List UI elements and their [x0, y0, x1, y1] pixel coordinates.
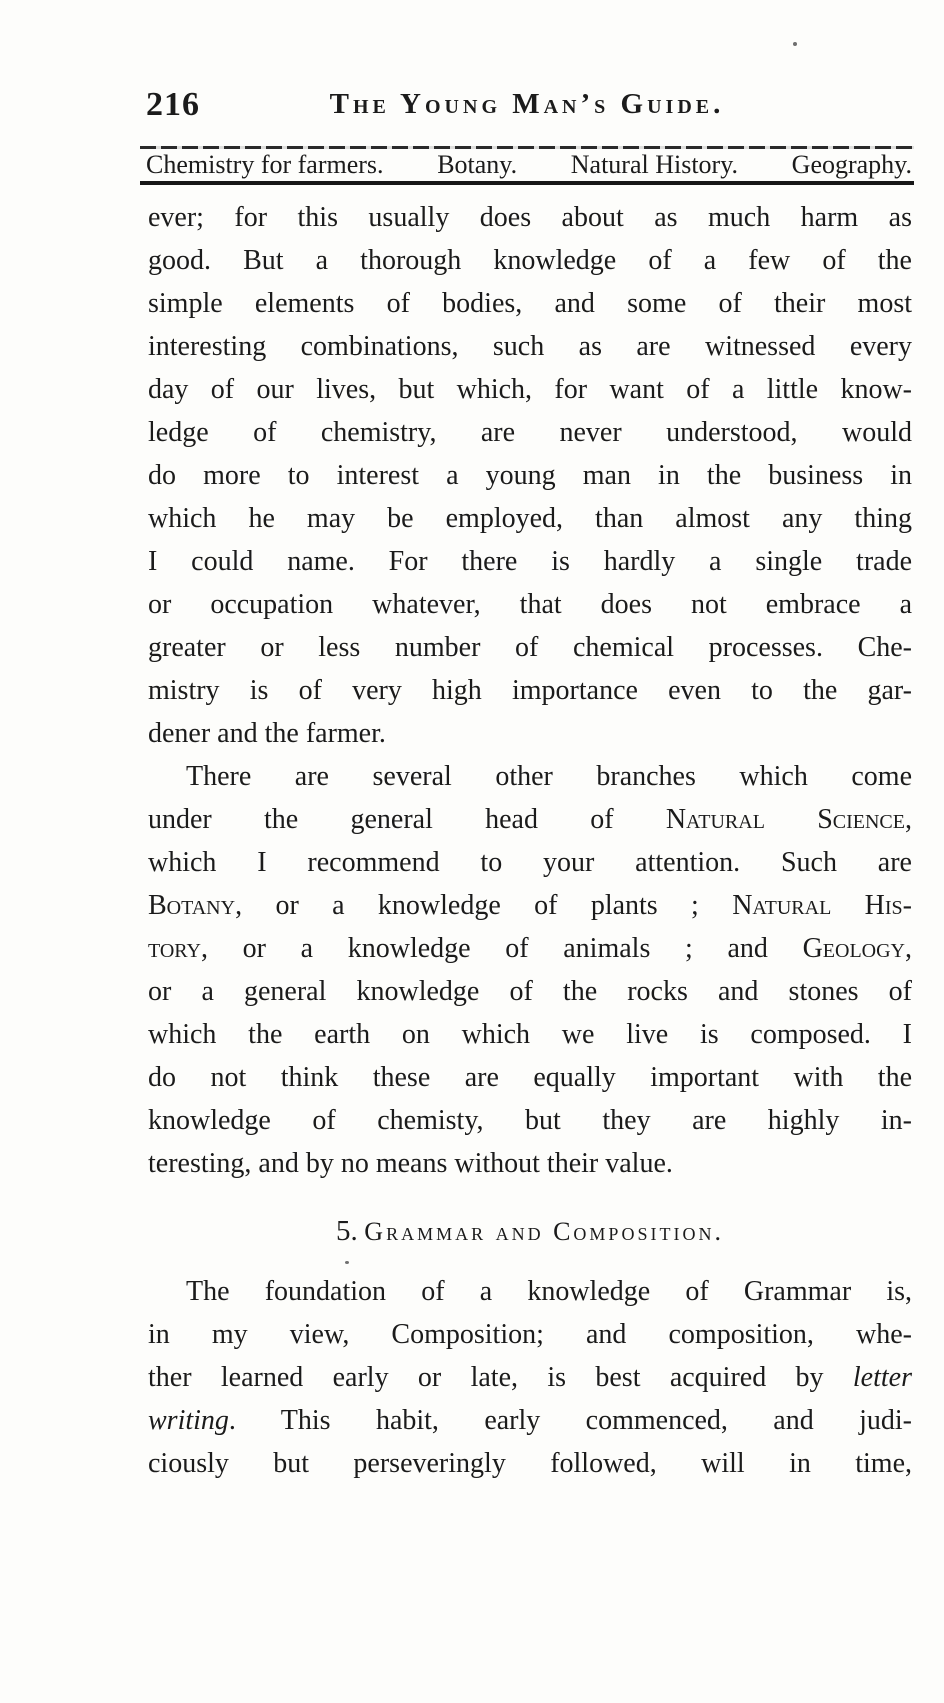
- small-caps-text: Natural Science: [665, 804, 905, 835]
- running-title: The Young Man’s Guide.: [329, 88, 725, 120]
- text-line: do more to interest a young man in the business in: [148, 460, 912, 491]
- small-caps-text: Geology: [802, 933, 905, 964]
- small-caps-text: tory: [148, 933, 201, 964]
- text-line: do not think these are equally important with the: [148, 1062, 912, 1093]
- subject-item: Chemistry for farmers.: [146, 150, 384, 179]
- header-rule-top: [140, 146, 914, 149]
- subject-line: [146, 150, 912, 180]
- text-line: [148, 1356, 912, 1399]
- text-line: I could name. For there is hardly a single trade: [148, 546, 912, 577]
- text-line: greater or less number of chemical processes. Che-: [148, 632, 912, 663]
- paragraph-natural-science: [148, 755, 912, 1185]
- text-line: ever; for this usually does about as much harm as: [148, 202, 912, 233]
- text-segment: ,: [905, 933, 912, 964]
- subject-item: Natural History.: [570, 150, 739, 179]
- text-line: mistry is of very high importance even to the gar-: [148, 675, 912, 706]
- header-rule-bottom: [140, 181, 914, 185]
- text-line: day of our lives, but which, for want of a little know-: [148, 374, 912, 405]
- subject-item: Geography.: [791, 150, 912, 179]
- section-heading: [148, 1209, 912, 1254]
- text-line: [148, 1399, 912, 1442]
- text-line: [148, 798, 912, 841]
- text-line: There are several other branches which come: [186, 761, 912, 792]
- section-number: 5.: [336, 1215, 358, 1247]
- page-number: 216: [146, 86, 200, 123]
- body-text: [148, 196, 912, 1485]
- text-line: The foundation of a knowledge of Grammar is,: [186, 1276, 912, 1307]
- text-line: which the earth on which we live is composed. I: [148, 1019, 912, 1050]
- text-line: in my view, Composition; and composition, whe-: [148, 1319, 912, 1350]
- text-line: or occupation whatever, that does not embrace a: [148, 589, 912, 620]
- text-line: good. But a thorough knowledge of a few of the: [148, 245, 912, 276]
- section-title: Grammar and Composition.: [364, 1217, 724, 1246]
- text-line: [148, 927, 912, 970]
- paragraph-chemistry: [148, 196, 912, 755]
- text-segment: ther learned early or late, is best acquired by: [148, 1362, 853, 1393]
- text-line: ledge of chemistry, are never understood, would: [148, 417, 912, 448]
- text-line: dener and the farmer.: [148, 718, 386, 749]
- text-line: ciously but perseveringly followed, will in time,: [148, 1448, 912, 1479]
- ink-speck: [793, 42, 797, 46]
- text-line: interesting combinations, such as are witnessed every: [148, 331, 912, 362]
- text-segment: , or a knowledge of animals ; and: [200, 933, 803, 964]
- italic-text: writing: [148, 1405, 229, 1436]
- italic-text: letter: [852, 1362, 912, 1393]
- text-line: [148, 884, 912, 927]
- text-line: which I recommend to your attention. Such are: [148, 847, 912, 878]
- text-line: knowledge of chemisty, but they are highly in-: [148, 1105, 912, 1136]
- text-segment: . This habit, early commenced, and judi-: [228, 1405, 912, 1436]
- text-segment: , or a knowledge of plants ;: [235, 890, 733, 921]
- text-segment: ,: [905, 804, 912, 835]
- page-header: [140, 84, 914, 126]
- subject-item: Botany.: [437, 150, 518, 179]
- small-caps-text: Natural His-: [732, 890, 912, 921]
- paragraph-grammar: [148, 1270, 912, 1485]
- ink-speck: [345, 1261, 349, 1264]
- text-line: or a general knowledge of the rocks and stones of: [148, 976, 912, 1007]
- text-line: simple elements of bodies, and some of their most: [148, 288, 912, 319]
- text-line: teresting, and by no means without their value.: [148, 1148, 673, 1179]
- text-line: which he may be employed, than almost any thing: [148, 503, 912, 534]
- text-segment: under the general head of: [148, 804, 666, 835]
- small-caps-text: Botany: [148, 890, 236, 921]
